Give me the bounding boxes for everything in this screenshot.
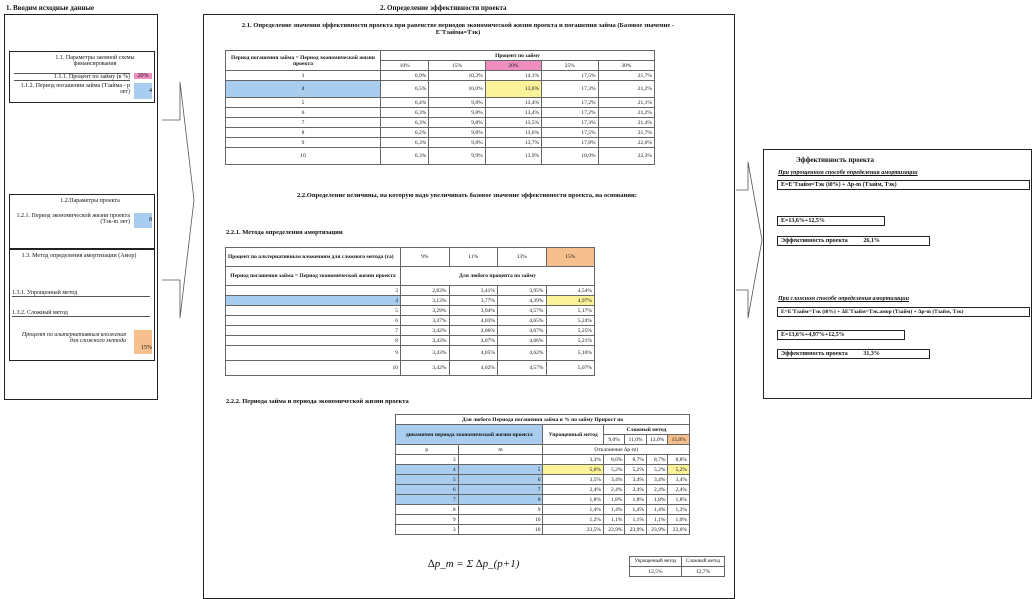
project-params-title: 1.2.Параметры проекта xyxy=(60,198,120,204)
table-row xyxy=(396,455,690,465)
table-cell: 3,42% xyxy=(401,326,450,336)
table-cell: 10 xyxy=(226,361,401,376)
table-cell: 7 xyxy=(458,485,543,495)
table-cell: 1,8% xyxy=(603,495,625,505)
table-cell: 6,3% xyxy=(381,118,429,128)
table-cell: 4,07% xyxy=(449,336,498,346)
table-cell: 23,9% xyxy=(646,525,668,535)
table-cell: 8,7% xyxy=(625,455,647,465)
table-cell: 3 xyxy=(226,71,381,81)
table-cell: 5,24% xyxy=(546,316,595,326)
table-cell: 4,57% xyxy=(498,361,547,376)
table-cell: 1,1% xyxy=(603,515,625,525)
table-cell: 3,5% xyxy=(543,475,603,485)
amort-increment-table xyxy=(225,247,595,376)
table-cell: 21,2% xyxy=(598,81,654,98)
table-cell: 1,8% xyxy=(543,495,603,505)
loan-params-title: 1.1. Параметры заемной схемы финансирования xyxy=(55,55,135,67)
table-cell: 10,3% xyxy=(429,71,485,81)
table-cell: 5,2% xyxy=(603,465,625,475)
table-cell: 6 xyxy=(396,485,459,495)
table-cell: 3,42% xyxy=(401,361,450,376)
table-cell: 4,39% xyxy=(498,296,547,306)
arrow-right-icon xyxy=(160,80,196,320)
table-cell: 1,4% xyxy=(625,505,647,515)
table-cell: 3,29% xyxy=(401,306,450,316)
table-cell: 9,8% xyxy=(429,138,485,148)
table-cell: 3,77% xyxy=(449,296,498,306)
table-cell: 23,9% xyxy=(603,525,625,535)
table-cell: 3,3% xyxy=(543,455,603,465)
table-cell: 4,97% xyxy=(546,296,595,306)
table-cell: 17,3% xyxy=(542,118,598,128)
table-cell: 1,8% xyxy=(625,495,647,505)
table-cell: 4,67% xyxy=(498,326,547,336)
table-cell: 7 xyxy=(396,495,459,505)
table-cell: 4,66% xyxy=(498,336,547,346)
complex-section-title: При сложном способе определения амортизации xyxy=(778,296,909,302)
table-cell: 5,17% xyxy=(546,306,595,316)
table-cell: 2,83% xyxy=(401,286,450,296)
alt-rate-label: Процент по альтернативным вложения для сложного метода xyxy=(21,332,126,344)
table-cell: 5,2% xyxy=(646,465,668,475)
t3-col-0: 9,0% xyxy=(603,435,625,445)
complex-formula: E=E'Тзайм=Тэк (i0%) + ∆E'Тзайм=Тэк.амор (Тзайм) + ∆p-m (Тзайм, Тэк) xyxy=(777,307,1030,317)
table-cell: 5,07% xyxy=(546,361,595,376)
table-cell: 6,3% xyxy=(381,138,429,148)
table-cell: 13,4% xyxy=(485,108,541,118)
table-cell: 5 xyxy=(458,465,543,475)
table-row xyxy=(226,361,595,376)
table-cell: 22,0% xyxy=(598,138,654,148)
table-row xyxy=(226,326,595,336)
t1-col-header: 30% xyxy=(598,61,654,71)
table-cell: 9 xyxy=(226,346,401,361)
loan-rate-label: 1.1.1. Процент по займу (в %) xyxy=(14,73,130,81)
small-h2: Сложный метод xyxy=(681,557,724,567)
project-params-section xyxy=(9,194,155,249)
table-cell: 1,1% xyxy=(625,515,647,525)
table-cell: 17,3% xyxy=(542,81,598,98)
table-row xyxy=(226,81,655,98)
project-life-label: 1.2.1. Период экономической жизни проекта (Тэк-m лет) xyxy=(16,213,130,225)
table-cell: 3,43% xyxy=(401,346,450,361)
table-cell: 13,7% xyxy=(485,138,541,148)
s222-title: 2.2.2. Периода займа и периода экономической жизни проекта xyxy=(226,398,409,405)
table-row xyxy=(396,515,690,525)
table-cell: 1,4% xyxy=(543,505,603,515)
table-cell: 4,65% xyxy=(498,316,547,326)
table-cell: 10,0% xyxy=(429,81,485,98)
table-cell: 1,2% xyxy=(543,515,603,525)
t2-head-left: Период погашения займа = Период экономической жизни проекта xyxy=(226,267,401,286)
table-cell: 2,4% xyxy=(625,485,647,495)
t3-col-1: 11,0% xyxy=(625,435,647,445)
table-cell: 8,8% xyxy=(668,455,690,465)
t1-col-header: 25% xyxy=(542,61,598,71)
t2-alt-col-2: 13% xyxy=(498,248,547,267)
table-cell: 3,4% xyxy=(603,475,625,485)
table-cell: 18,0% xyxy=(542,148,598,165)
table-cell: 13,4% xyxy=(485,98,541,108)
table-cell: 8 xyxy=(396,505,459,515)
table-cell: 4,05% xyxy=(449,346,498,361)
table-cell: 3 xyxy=(226,286,401,296)
loan-params-section xyxy=(9,51,155,103)
small-v2: 12,7% xyxy=(681,567,724,577)
simple-section-title: При упрощенном способе определения амортизации xyxy=(778,170,918,176)
table-cell: 5 xyxy=(226,98,381,108)
left-panel xyxy=(4,14,158,400)
table-cell: 9 xyxy=(396,515,459,525)
s21-title: 2.1. Определение значения эффективности проекта при равенстве периодов экономической жизни проекта и погашения займа (Базовое значение - Е'Тзайма=Тэк) xyxy=(241,22,675,36)
table-row xyxy=(226,148,655,165)
table-cell: 3,37% xyxy=(401,316,450,326)
table-cell: 1,8% xyxy=(646,495,668,505)
table-row xyxy=(226,128,655,138)
t3-col-3: 15,0% xyxy=(668,435,690,445)
t1-col-header: 10% xyxy=(381,61,429,71)
table-cell: 2,4% xyxy=(668,485,690,495)
t2-alt-label: Процент по альтернативным вложениям для сложного метода (ra) xyxy=(226,248,401,267)
table-cell: 6,3% xyxy=(381,108,429,118)
total-increment-table xyxy=(629,556,725,577)
table-row xyxy=(226,138,655,148)
right-panel-title: Эффективность проекта xyxy=(796,156,874,164)
table-row xyxy=(226,296,595,306)
table-row xyxy=(226,306,595,316)
table-cell: 7 xyxy=(226,326,401,336)
table-cell: 17,2% xyxy=(542,98,598,108)
table-cell: 1,0% xyxy=(668,515,690,525)
loan-rate-value[interactable]: 20% xyxy=(134,73,152,79)
table-cell: 8,6% xyxy=(603,455,625,465)
table-cell: 6,4% xyxy=(381,98,429,108)
table-cell: 3,4% xyxy=(646,475,668,485)
table-cell: 4,57% xyxy=(498,306,547,316)
table-row xyxy=(226,316,595,326)
table-cell: 22,3% xyxy=(598,148,654,165)
table-row xyxy=(226,346,595,361)
table-cell: 4 xyxy=(226,296,401,306)
table-cell: 8,7% xyxy=(646,455,668,465)
table-cell: 8 xyxy=(226,336,401,346)
table-cell: 4,54% xyxy=(546,286,595,296)
t1-head-top: Процент по займу xyxy=(381,51,655,61)
table-cell: 3,41% xyxy=(449,286,498,296)
table-cell: 3,94% xyxy=(449,306,498,316)
table-row xyxy=(226,98,655,108)
table-cell: 13,6% xyxy=(485,128,541,138)
table-cell: 1,4% xyxy=(646,505,668,515)
table-cell: 6 xyxy=(226,108,381,118)
table-cell: 5,25% xyxy=(546,326,595,336)
simple-calc: E=13,6%+12,5% xyxy=(777,216,885,226)
table-cell: 4,03% xyxy=(449,316,498,326)
t3-complex: Сложный метод xyxy=(603,425,689,435)
arrow-right-icon xyxy=(734,160,764,320)
table-cell: 6,3% xyxy=(381,148,429,165)
complex-calc: E=13,6%+4,97%+12,5% xyxy=(777,330,905,340)
table-cell: 6 xyxy=(226,316,401,326)
table-cell: 5,2% xyxy=(668,465,690,475)
right-panel xyxy=(763,149,1032,399)
table-cell: 2,4% xyxy=(603,485,625,495)
project-life-value[interactable]: 8 xyxy=(134,213,152,228)
table-cell: 9,8% xyxy=(429,108,485,118)
table-cell: 5,21% xyxy=(546,336,595,346)
table-cell: 9,9% xyxy=(429,148,485,165)
table-cell: 1,3% xyxy=(668,505,690,515)
table-cell: 14,1% xyxy=(485,71,541,81)
table-row xyxy=(226,336,595,346)
table-row xyxy=(396,495,690,505)
table-row xyxy=(226,118,655,128)
sum-formula: ∆p_m = Σ ∆p_(p+1) xyxy=(428,558,520,570)
table-cell: 5 xyxy=(226,306,401,316)
t3-m: m xyxy=(458,445,543,455)
alt-rate-value[interactable]: 15% xyxy=(134,330,152,354)
table-cell: 1,8% xyxy=(668,495,690,505)
table-cell: 3,43% xyxy=(401,336,450,346)
table-cell: 21,2% xyxy=(598,108,654,118)
table-cell: 23,9% xyxy=(625,525,647,535)
table-cell: 17,2% xyxy=(542,108,598,118)
table-row xyxy=(396,485,690,495)
simple-result xyxy=(777,236,930,246)
t3-dev: Отклонение ∆p-m) xyxy=(543,445,690,455)
table-cell: 21,7% xyxy=(598,128,654,138)
table-cell: 23,5% xyxy=(543,525,603,535)
amort-method-title: 1.3. Метод определения амортизации (Амор) xyxy=(21,253,137,259)
table-cell: 3,4% xyxy=(668,475,690,485)
table-cell: 4,02% xyxy=(449,361,498,376)
table-cell: 10 xyxy=(226,148,381,165)
table-cell: 3,13% xyxy=(401,296,450,306)
table-row xyxy=(396,475,690,485)
table-cell: 6,5% xyxy=(381,81,429,98)
complex-result-label: Эффективность проекта xyxy=(781,351,848,357)
simple-result-label: Эффективность проекта xyxy=(781,238,848,244)
table-cell: 9 xyxy=(226,138,381,148)
table-cell: 21,1% xyxy=(598,98,654,108)
table-cell: 4 xyxy=(226,81,381,98)
t2-alt-col-0: 9% xyxy=(401,248,450,267)
table-cell: 2,4% xyxy=(646,485,668,495)
base-efficiency-table xyxy=(225,50,655,165)
table-cell: 9,8% xyxy=(429,128,485,138)
complex-result xyxy=(777,349,930,359)
small-h1: Упрощенный метод xyxy=(630,557,682,567)
table-cell: 4,62% xyxy=(498,346,547,361)
table-cell: 6,9% xyxy=(381,71,429,81)
s221-title: 2.2.1. Метода определения амортизации xyxy=(226,229,343,236)
table-cell: 9 xyxy=(458,505,543,515)
table-cell: 10 xyxy=(458,525,543,535)
table-cell: 1,4% xyxy=(603,505,625,515)
t2-alt-col-1: 11% xyxy=(449,248,498,267)
table-cell: 3,95% xyxy=(498,286,547,296)
table-cell: 1,1% xyxy=(646,515,668,525)
table-cell: 4,06% xyxy=(449,326,498,336)
t1-col-header: 20% xyxy=(485,61,541,71)
table-cell: 10 xyxy=(458,515,543,525)
simple-method-label: 1.3.1. Упрощенный метод xyxy=(12,290,150,297)
table-row xyxy=(396,465,690,475)
left-panel-title: 1. Вводим исходные данные xyxy=(6,4,94,12)
table-cell: 5 xyxy=(396,475,459,485)
table-row xyxy=(226,286,595,296)
table-cell: 21,7% xyxy=(598,71,654,81)
table-cell: 9,8% xyxy=(429,98,485,108)
loan-period-value[interactable]: 4 xyxy=(134,83,152,99)
table-cell: 17,8% xyxy=(542,138,598,148)
table-cell: 21,4% xyxy=(598,118,654,128)
period-increment-table xyxy=(395,414,690,535)
table-cell: 8 xyxy=(458,495,543,505)
t3-simple: Упрощенный метод xyxy=(543,425,603,445)
table-cell: 13,9% xyxy=(485,148,541,165)
table-cell: 5,2% xyxy=(625,465,647,475)
table-cell: 6 xyxy=(458,475,543,485)
table-row xyxy=(226,108,655,118)
table-cell: 6,2% xyxy=(381,128,429,138)
complex-result-value: 31,3% xyxy=(863,351,880,357)
table-cell: 5,0% xyxy=(543,465,603,475)
table-cell: 17,5% xyxy=(542,71,598,81)
table-cell: 3,4% xyxy=(625,475,647,485)
mid-panel-title: 2. Определение эффективности проекта xyxy=(380,4,507,12)
t2-alt-col-3: 15% xyxy=(546,248,595,267)
table-cell xyxy=(458,455,543,465)
table-cell: 17,5% xyxy=(542,128,598,138)
small-v1: 12,5% xyxy=(630,567,682,577)
table-cell: 2,4% xyxy=(543,485,603,495)
simple-result-value: 26,1% xyxy=(863,238,880,244)
s22-title: 2.2.Определение величины, на которую надо увеличивать базовое значение эффективности проекта, на основании: xyxy=(297,192,637,199)
t2-head-top: Для любого процента по займу xyxy=(401,267,595,286)
table-cell: 13,5% xyxy=(485,118,541,128)
amort-method-section xyxy=(9,249,155,361)
table-cell: 9,8% xyxy=(429,118,485,128)
table-cell: 23,6% xyxy=(668,525,690,535)
table-row xyxy=(226,71,655,81)
t3-top: Для любого Периода погашения займа и % по займу Прирост по xyxy=(396,415,690,425)
t1-col-header: 15% xyxy=(429,61,485,71)
table-row xyxy=(396,505,690,515)
table-cell: 8 xyxy=(226,128,381,138)
table-cell: 3 xyxy=(396,455,459,465)
table-cell: 5,16% xyxy=(546,346,595,361)
table-row xyxy=(396,525,690,535)
table-cell: 3 xyxy=(396,525,459,535)
loan-period-label: 1.1.2. Период погашения займа (Тзайма - р лет) xyxy=(20,83,130,95)
simple-formula: E=E'Тзайм=Тэк (i0%) + ∆p-m (Тзайм, Тэк) xyxy=(777,180,1030,190)
t3-col-2: 13,0% xyxy=(646,435,668,445)
table-cell: 4 xyxy=(396,465,459,475)
table-cell: 13,6% xyxy=(485,81,541,98)
complex-method-label: 1.3.2. Сложный метод xyxy=(12,310,150,317)
t1-head-left: Период погашения займа = Период экономической жизни проекта xyxy=(226,51,381,71)
t3-p: p xyxy=(396,445,459,455)
t3-head-left: динамичен периода экономической жизни проекта xyxy=(396,425,543,445)
table-cell: 7 xyxy=(226,118,381,128)
